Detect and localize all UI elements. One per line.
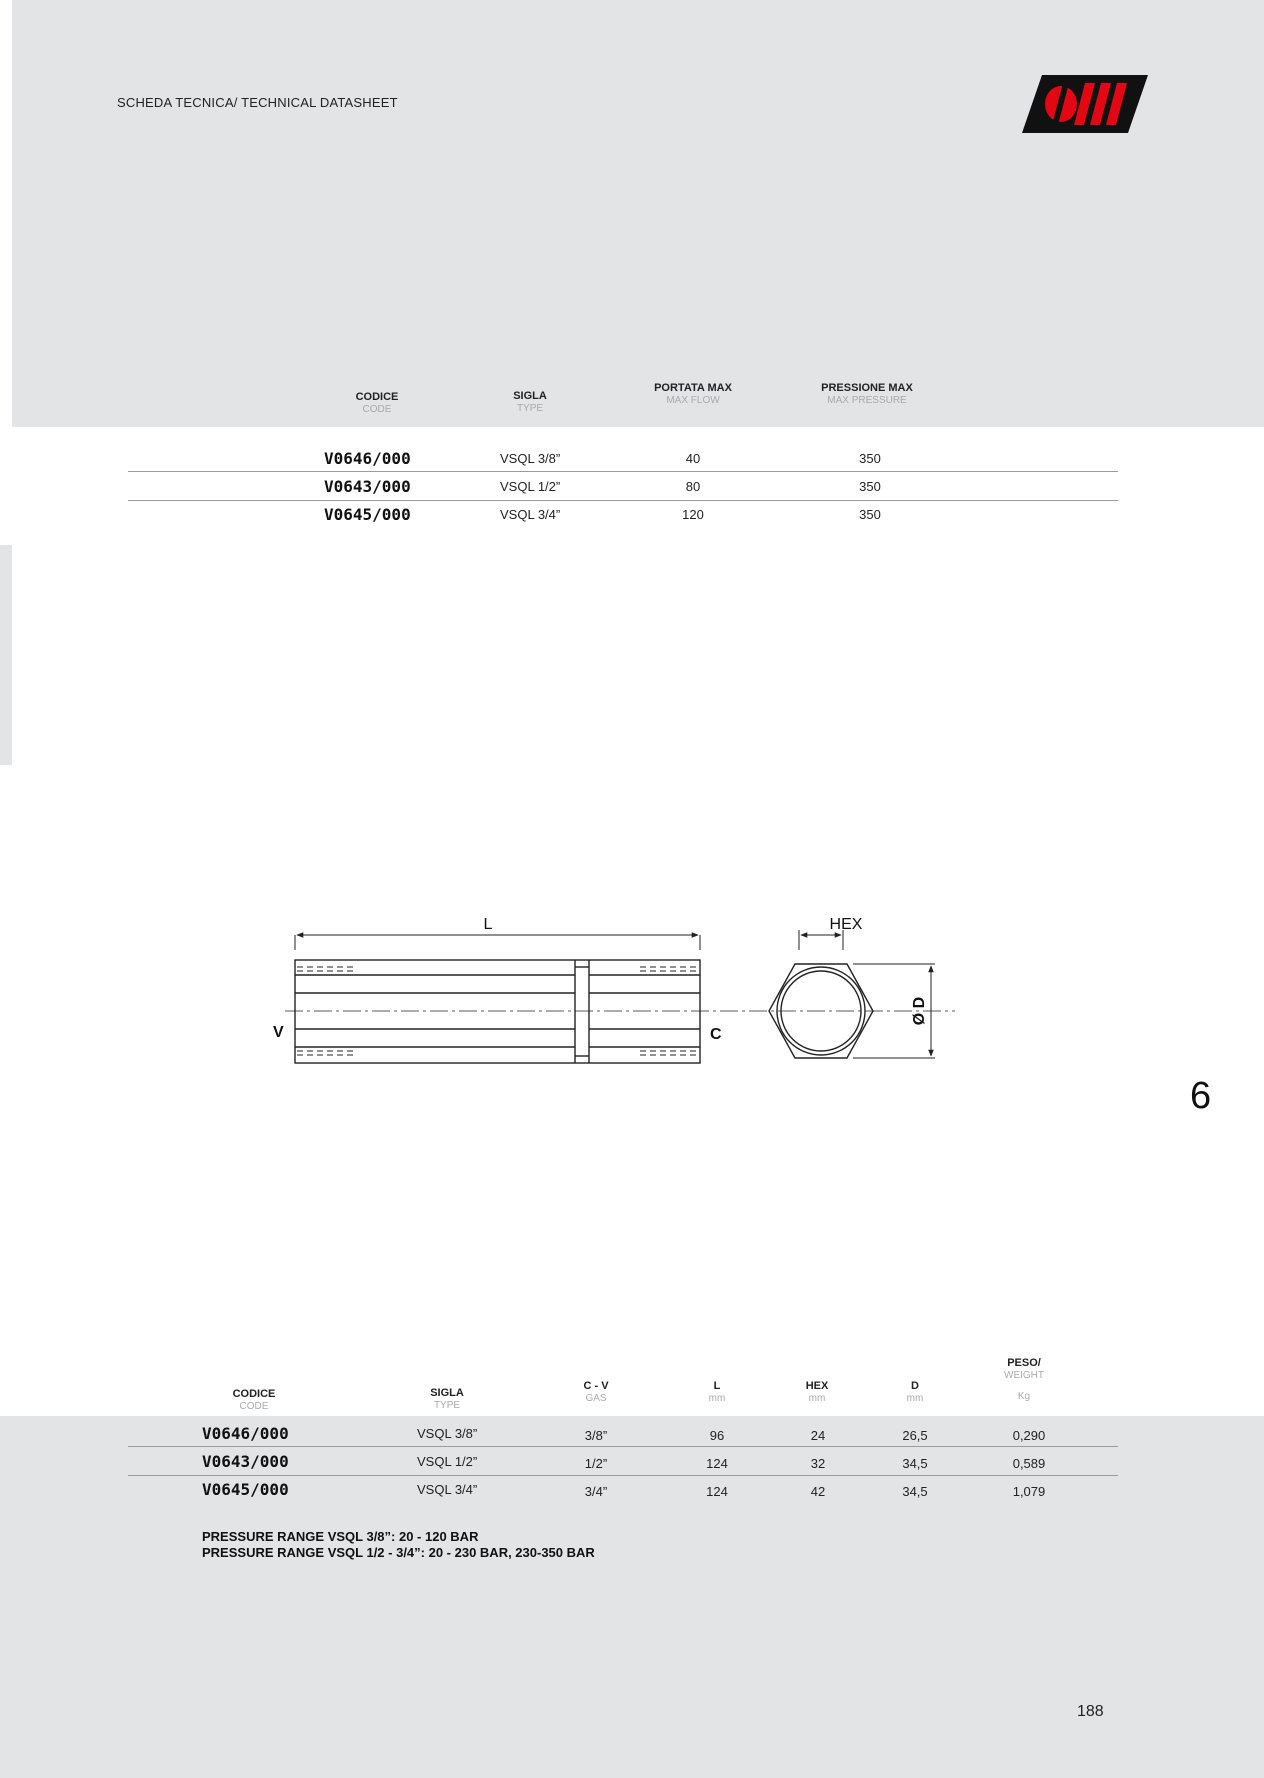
col-l-header: L mm: [708, 1380, 726, 1404]
row-type: VSQL 3/4”: [417, 1482, 478, 1497]
side-tab: [0, 545, 12, 765]
page-title: SCHEDA TECNICA/ TECHNICAL DATASHEET: [117, 95, 398, 110]
col-d-header: D mm: [906, 1380, 924, 1404]
row-pressure: 350: [859, 507, 881, 522]
row-flow: 80: [685, 479, 701, 494]
header-background: [12, 0, 1264, 427]
col-code-header: CODICE CODE: [232, 1388, 276, 1412]
row-l: 124: [706, 1456, 728, 1471]
row-hex: 42: [810, 1484, 826, 1499]
row-hex: 24: [810, 1428, 826, 1443]
row-d: 34,5: [902, 1456, 928, 1471]
row-d: 26,5: [902, 1428, 928, 1443]
col-gas-header: C - V GAS: [583, 1380, 609, 1404]
row-weight: 0,589: [1012, 1456, 1046, 1471]
technical-drawing: [255, 905, 995, 1075]
pressure-note-1: PRESSURE RANGE VSQL 3/8”: 20 - 120 BAR: [202, 1529, 479, 1544]
dim-hex-label: HEX: [829, 916, 863, 933]
row-code: V0646/000: [324, 449, 411, 468]
pressure-note-2: PRESSURE RANGE VSQL 1/2 - 3/4”: 20 - 230 BAR, 230-350 BAR: [202, 1545, 595, 1560]
row-divider: [128, 471, 1118, 472]
row-flow: 40: [685, 451, 701, 466]
col-type-header: SIGLA TYPE: [430, 1387, 464, 1411]
col-code-header: CODICE CODE: [355, 391, 399, 415]
row-d: 34,5: [902, 1484, 928, 1499]
row-code: V0643/000: [202, 1452, 289, 1471]
row-type: VSQL 3/8”: [417, 1426, 478, 1441]
row-flow: 120: [682, 507, 704, 522]
row-hex: 32: [810, 1456, 826, 1471]
row-weight: 1,079: [1012, 1484, 1046, 1499]
row-l: 124: [706, 1484, 728, 1499]
col-flow-header: PORTATA MAX MAX FLOW: [654, 382, 732, 406]
row-gas: 1/2”: [584, 1456, 608, 1471]
row-code: V0643/000: [324, 477, 411, 496]
row-type: VSQL 3/4”: [500, 507, 561, 522]
page-number: 188: [1077, 1703, 1104, 1720]
row-type: VSQL 1/2”: [417, 1454, 478, 1469]
brand-logo-icon: [1022, 75, 1148, 133]
row-divider: [128, 1446, 1118, 1447]
row-divider: [128, 1475, 1118, 1476]
dim-l-label: L: [483, 916, 493, 933]
row-l: 96: [709, 1428, 725, 1443]
row-pressure: 350: [859, 479, 881, 494]
row-type: VSQL 3/8”: [500, 451, 561, 466]
row-type: VSQL 1/2”: [500, 479, 561, 494]
row-pressure: 350: [859, 451, 881, 466]
row-weight: 0,290: [1012, 1428, 1046, 1443]
section-number: 6: [1190, 1075, 1212, 1117]
row-code: V0645/000: [324, 505, 411, 524]
port-v-label: V: [273, 1024, 284, 1041]
row-gas: 3/8”: [584, 1428, 608, 1443]
row-code: V0645/000: [202, 1480, 289, 1499]
col-pressure-header: PRESSIONE MAX MAX PRESSURE: [821, 382, 913, 406]
row-gas: 3/4”: [584, 1484, 608, 1499]
col-hex-header: HEX mm: [805, 1380, 829, 1404]
col-weight-header: PESO/ WEIGHT Kg: [1004, 1357, 1044, 1402]
port-c-label: C: [710, 1026, 722, 1043]
dim-d-label: Ø D: [911, 996, 928, 1026]
row-divider: [128, 500, 1118, 501]
row-code: V0646/000: [202, 1424, 289, 1443]
col-type-header: SIGLA TYPE: [513, 390, 547, 414]
